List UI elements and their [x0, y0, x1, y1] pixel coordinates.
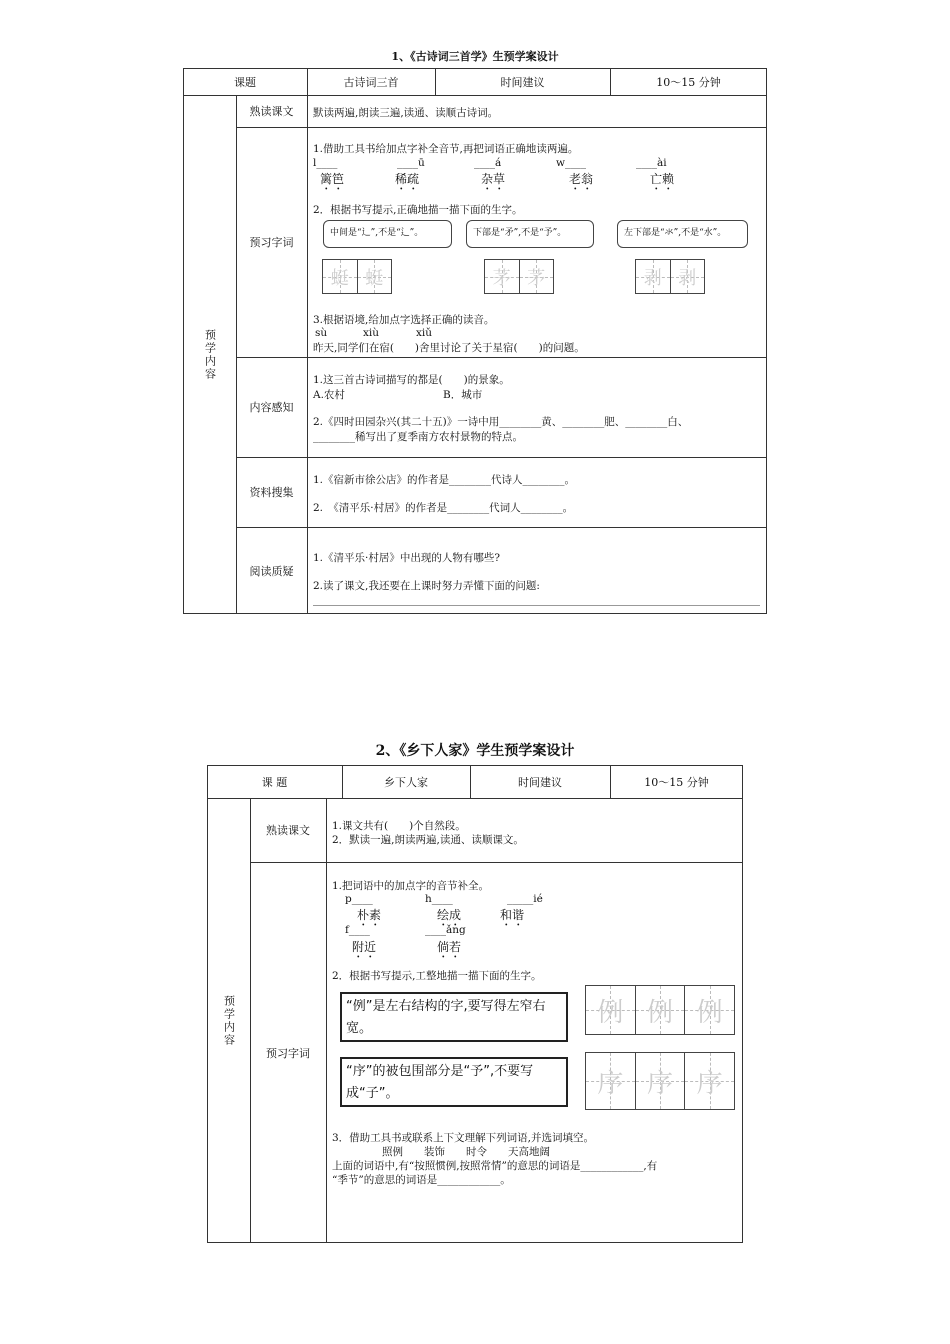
doc1-row-question-label: 阅读质疑 — [249, 564, 294, 578]
doc2-row-vocab-label: 预习字词 — [266, 1046, 310, 1060]
vocab-word: 绘成 — [437, 908, 462, 922]
writing-tip-box: “例”是左右结构的字,要写得左窄右宽。 — [340, 992, 568, 1042]
vocab-word: 亡赖 — [650, 172, 675, 186]
doc1-header-key-topic: 课题 — [234, 75, 256, 89]
tracing-char: 剥 — [678, 267, 697, 289]
vocab-word: 杂草 — [481, 172, 506, 186]
doc1-row-content-label: 内容感知 — [249, 401, 294, 414]
doc2-section-label: 预学内容 — [222, 994, 236, 1047]
doc1-vocab-q3: 3.根据语境,给加点字选择正确的读音。 — [313, 314, 495, 326]
pinyin-blank[interactable]: ____ǎng — [425, 924, 466, 936]
doc1-content-q2a: 2.《四时田园杂兴(其二十五)》一诗中用________黄、________肥、________白、 — [313, 416, 689, 428]
doc1-row-vocab-label: 预习字词 — [249, 236, 294, 249]
vocab-word: 朴素 — [357, 908, 382, 922]
doc1-question-q1: 1.《清平乐·村居》中出现的人物有哪些? — [313, 552, 500, 564]
doc2-header-time-value: 10～15 分钟 — [644, 775, 709, 789]
pinyin-blank[interactable]: ____ū — [397, 157, 425, 169]
doc1-section-label: 预学内容 — [203, 328, 217, 381]
doc2-header-key-time: 时间建议 — [518, 775, 562, 789]
doc1-header-topic-value: 古诗词三首 — [343, 75, 399, 89]
doc1-read-text: 默读两遍,朗读三遍,读通、读顺古诗词。 — [313, 107, 499, 119]
doc2-row-read-label: 熟读课文 — [266, 824, 310, 837]
doc1-row-research-label: 资料搜集 — [249, 486, 294, 499]
pinyin-blank[interactable]: w____ — [556, 157, 586, 169]
doc2-vocab-q2: 2．根据书写提示,工整地描一描下面的生字。 — [332, 970, 542, 982]
doc1-vocab-sentence: 昨天,同学们在宿( )舍里讨论了关于星宿( )的问题。 — [313, 342, 585, 354]
doc1-content-q2b: ________稀写出了夏季南方农村景物的特点。 — [313, 431, 523, 443]
word-choices: 照例 装饰 时令 天高地阔 — [382, 1146, 550, 1158]
pinyin-blank[interactable]: h____ — [425, 893, 453, 905]
writing-tip-box: “序”的被包围部分是“予”,不要写成“子”。 — [340, 1057, 568, 1107]
pinyin-option: xiù — [363, 327, 380, 339]
pinyin-blank[interactable]: l____ — [313, 157, 338, 169]
tracing-char: 序 — [597, 1068, 624, 1099]
tracing-char: 例 — [597, 997, 624, 1028]
doc2-header-key-topic: 课 题 — [261, 775, 288, 789]
tracing-grid[interactable] — [585, 985, 735, 1035]
tracing-char: 例 — [647, 997, 674, 1028]
doc2-vocab-s1: 上面的词语中,有“按照惯例,按照常情”的意思的词语是____________,有 — [332, 1160, 658, 1172]
doc2-title: 2、《乡下人家》学生预学案设计 — [375, 743, 575, 759]
pinyin-blank[interactable]: _____ié — [507, 893, 543, 905]
doc2-vocab-q3: 3．借助工具书或联系上下文理解下列词语,并选词填空。 — [332, 1132, 595, 1144]
tracing-char: 茅 — [527, 267, 546, 289]
vocab-word: 老翁 — [569, 172, 594, 186]
option-a[interactable]: A.农村 — [313, 389, 345, 401]
vocab-word: 倘若 — [437, 940, 462, 954]
tracing-char: 蜓 — [330, 267, 349, 289]
doc2-read-l1: 1.课文共有( )个自然段。 — [332, 820, 466, 832]
pinyin-option: xiǔ — [416, 327, 433, 339]
tracing-char: 序 — [647, 1068, 674, 1099]
doc2-header-topic-value: 乡下人家 — [384, 775, 428, 789]
tracing-grid[interactable] — [322, 259, 392, 294]
writing-tip-bubble: 左下部是“氺”,不是“水”。 — [617, 220, 748, 248]
writing-tip-bubble: 中间是“⻌”,不是“⻍”。 — [323, 220, 452, 248]
doc2-vocab-q1: 1.把词语中的加点字的音节补全。 — [332, 880, 490, 892]
writing-tip-bubble: 下部是“矛”,不是“予”。 — [466, 220, 594, 248]
doc1-title: 1、《古诗词三首学》生预学案设计 — [391, 50, 559, 63]
pinyin-blank[interactable]: ____á — [474, 157, 502, 169]
vocab-word: 篱笆 — [320, 172, 345, 186]
doc1-vocab-q2: 2．根据书写提示,正确地描一描下面的生字。 — [313, 204, 523, 216]
vocab-word: 附近 — [352, 940, 377, 954]
tracing-grid[interactable] — [635, 259, 705, 294]
tracing-char: 例 — [696, 997, 723, 1028]
doc1-header-time-value: 10～15 分钟 — [656, 75, 721, 89]
doc1-research-q1: 1.《宿新市徐公店》的作者是________代诗人________。 — [313, 474, 576, 486]
doc2-vocab-s2: “季节”的意思的词语是____________。 — [332, 1174, 511, 1186]
vocab-word: 和谐 — [500, 908, 525, 922]
option-b[interactable]: B．城市 — [443, 389, 483, 401]
pinyin-option: sù — [315, 327, 328, 339]
tracing-grid[interactable] — [484, 259, 554, 294]
tracing-char: 茅 — [492, 267, 511, 289]
pinyin-blank[interactable]: ____ài — [636, 157, 667, 169]
doc1-row-read-label: 熟读课文 — [249, 105, 294, 118]
pinyin-blank[interactable]: f____ — [345, 924, 370, 936]
doc1-content-q1: 1.这三首古诗词描写的都是( )的景象。 — [313, 374, 510, 386]
tracing-char: 序 — [696, 1068, 723, 1099]
tracing-char: 蜓 — [365, 267, 384, 289]
doc1-question-q2: 2.读了课文,我还要在上课时努力弄懂下面的问题: — [313, 580, 540, 592]
tracing-grid[interactable] — [585, 1052, 735, 1110]
tracing-char: 剥 — [643, 267, 662, 289]
doc1-header-key-time: 时间建议 — [500, 75, 545, 89]
doc1-research-q2: 2. 《清平乐·村居》的作者是________代词人________。 — [313, 502, 574, 514]
doc2-read-l2: 2．默读一遍,朗读两遍,读通、读顺课文。 — [332, 834, 524, 846]
answer-line[interactable] — [313, 605, 760, 606]
vocab-word: 稀疏 — [395, 172, 420, 186]
pinyin-blank[interactable]: p____ — [345, 893, 373, 905]
doc1-vocab-q1: 1.借助工具书给加点字补全音节,再把词语正确地读两遍。 — [313, 143, 579, 155]
